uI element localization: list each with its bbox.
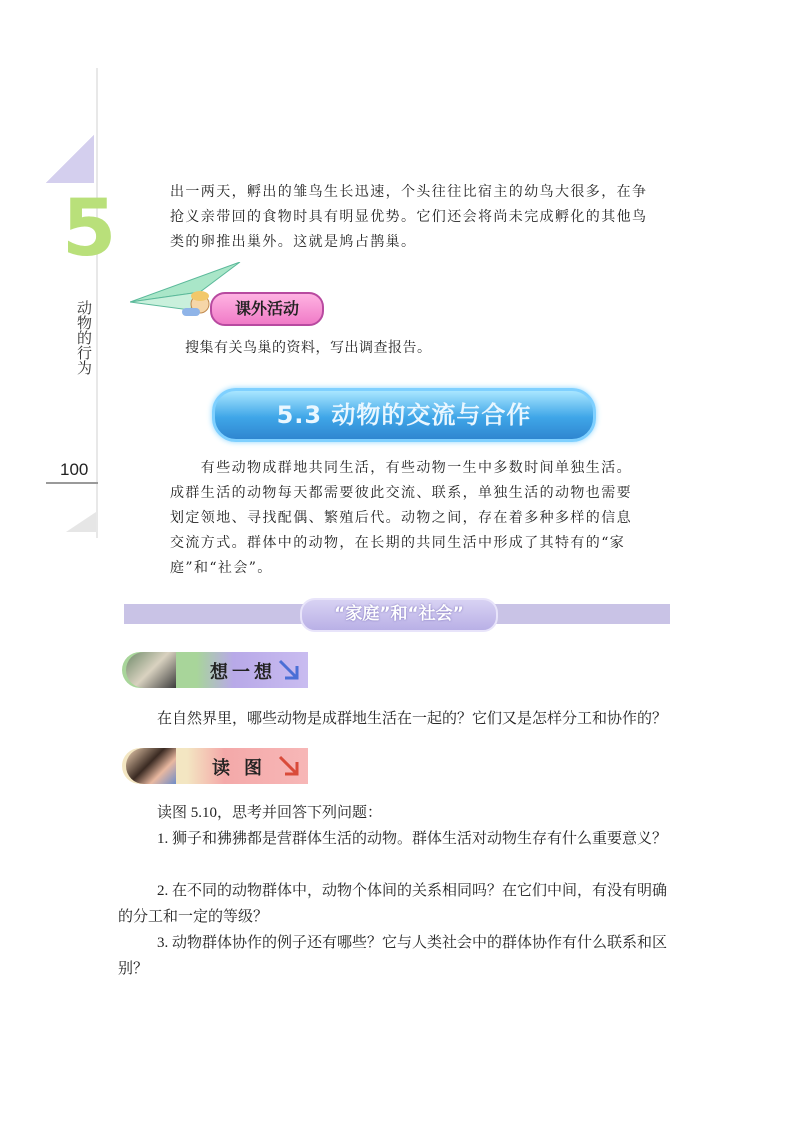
activity-text: 搜集有关鸟巢的资料，写出调查报告。 — [185, 341, 432, 356]
question-item: 3. 动物群体协作的例子还有哪些？它与人类社会中的群体协作有什么联系和区别？ — [118, 935, 668, 977]
chapter-corner-triangle — [46, 135, 94, 183]
margin-divider — [96, 68, 98, 538]
chapter-title: 动物的行为 — [75, 300, 93, 375]
intro-paragraph: 出一两天，孵出的雏鸟生长迅速，个头往往比宿主的幼鸟大很多，在争抢义亲带回的食物时具有明显优势。它们还会将尚未完成孵化的其他鸟类的卵推出巢外。这就是鸠占鹊巢。 — [170, 184, 648, 250]
activity-label: 课外活动 — [210, 292, 324, 326]
section-paragraph: 有些动物成群地共同生活，有些动物一生中多数时间单独生活。成群生活的动物每天都需要彼此交流、联系，单独生活的动物也需要划定领地、寻找配偶、繁殖后代。动物之间，存在着多种多样的信息交流方式。群体中的动物，在长期的共同生活中形成了其特有的“家庭”和“社会”。 — [170, 460, 632, 576]
question-item: 1. 狮子和狒狒都是营群体生活的动物。群体生活对动物生存有什么重要意义？ — [157, 831, 668, 847]
arrow-down-right-icon — [276, 753, 302, 779]
read-photo — [126, 748, 176, 784]
page-corner-fold — [66, 512, 96, 532]
page-number-rule — [46, 482, 98, 484]
read-intro: 读图 5.10，思考并回答下列问题： — [157, 805, 383, 821]
page-number: 100 — [60, 460, 89, 479]
think-question: 在自然界里，哪些动物是成群地生活在一起的？它们又是怎样分工和协作的？ — [157, 711, 668, 727]
read-label: 读图 — [212, 758, 276, 779]
subsection-title: “家庭”和“社会” — [334, 604, 464, 624]
section-title: 5.3 动物的交流与合作 — [276, 401, 532, 429]
think-label: 想一想 — [210, 662, 276, 683]
question-item: 2. 在不同的动物群体中，动物个体间的关系相同吗？在它们中间，有没有明确的分工和一定的等级？ — [118, 883, 668, 925]
think-photo — [126, 652, 176, 688]
arrow-down-right-icon — [276, 657, 302, 683]
chapter-number: 5 — [62, 184, 117, 274]
